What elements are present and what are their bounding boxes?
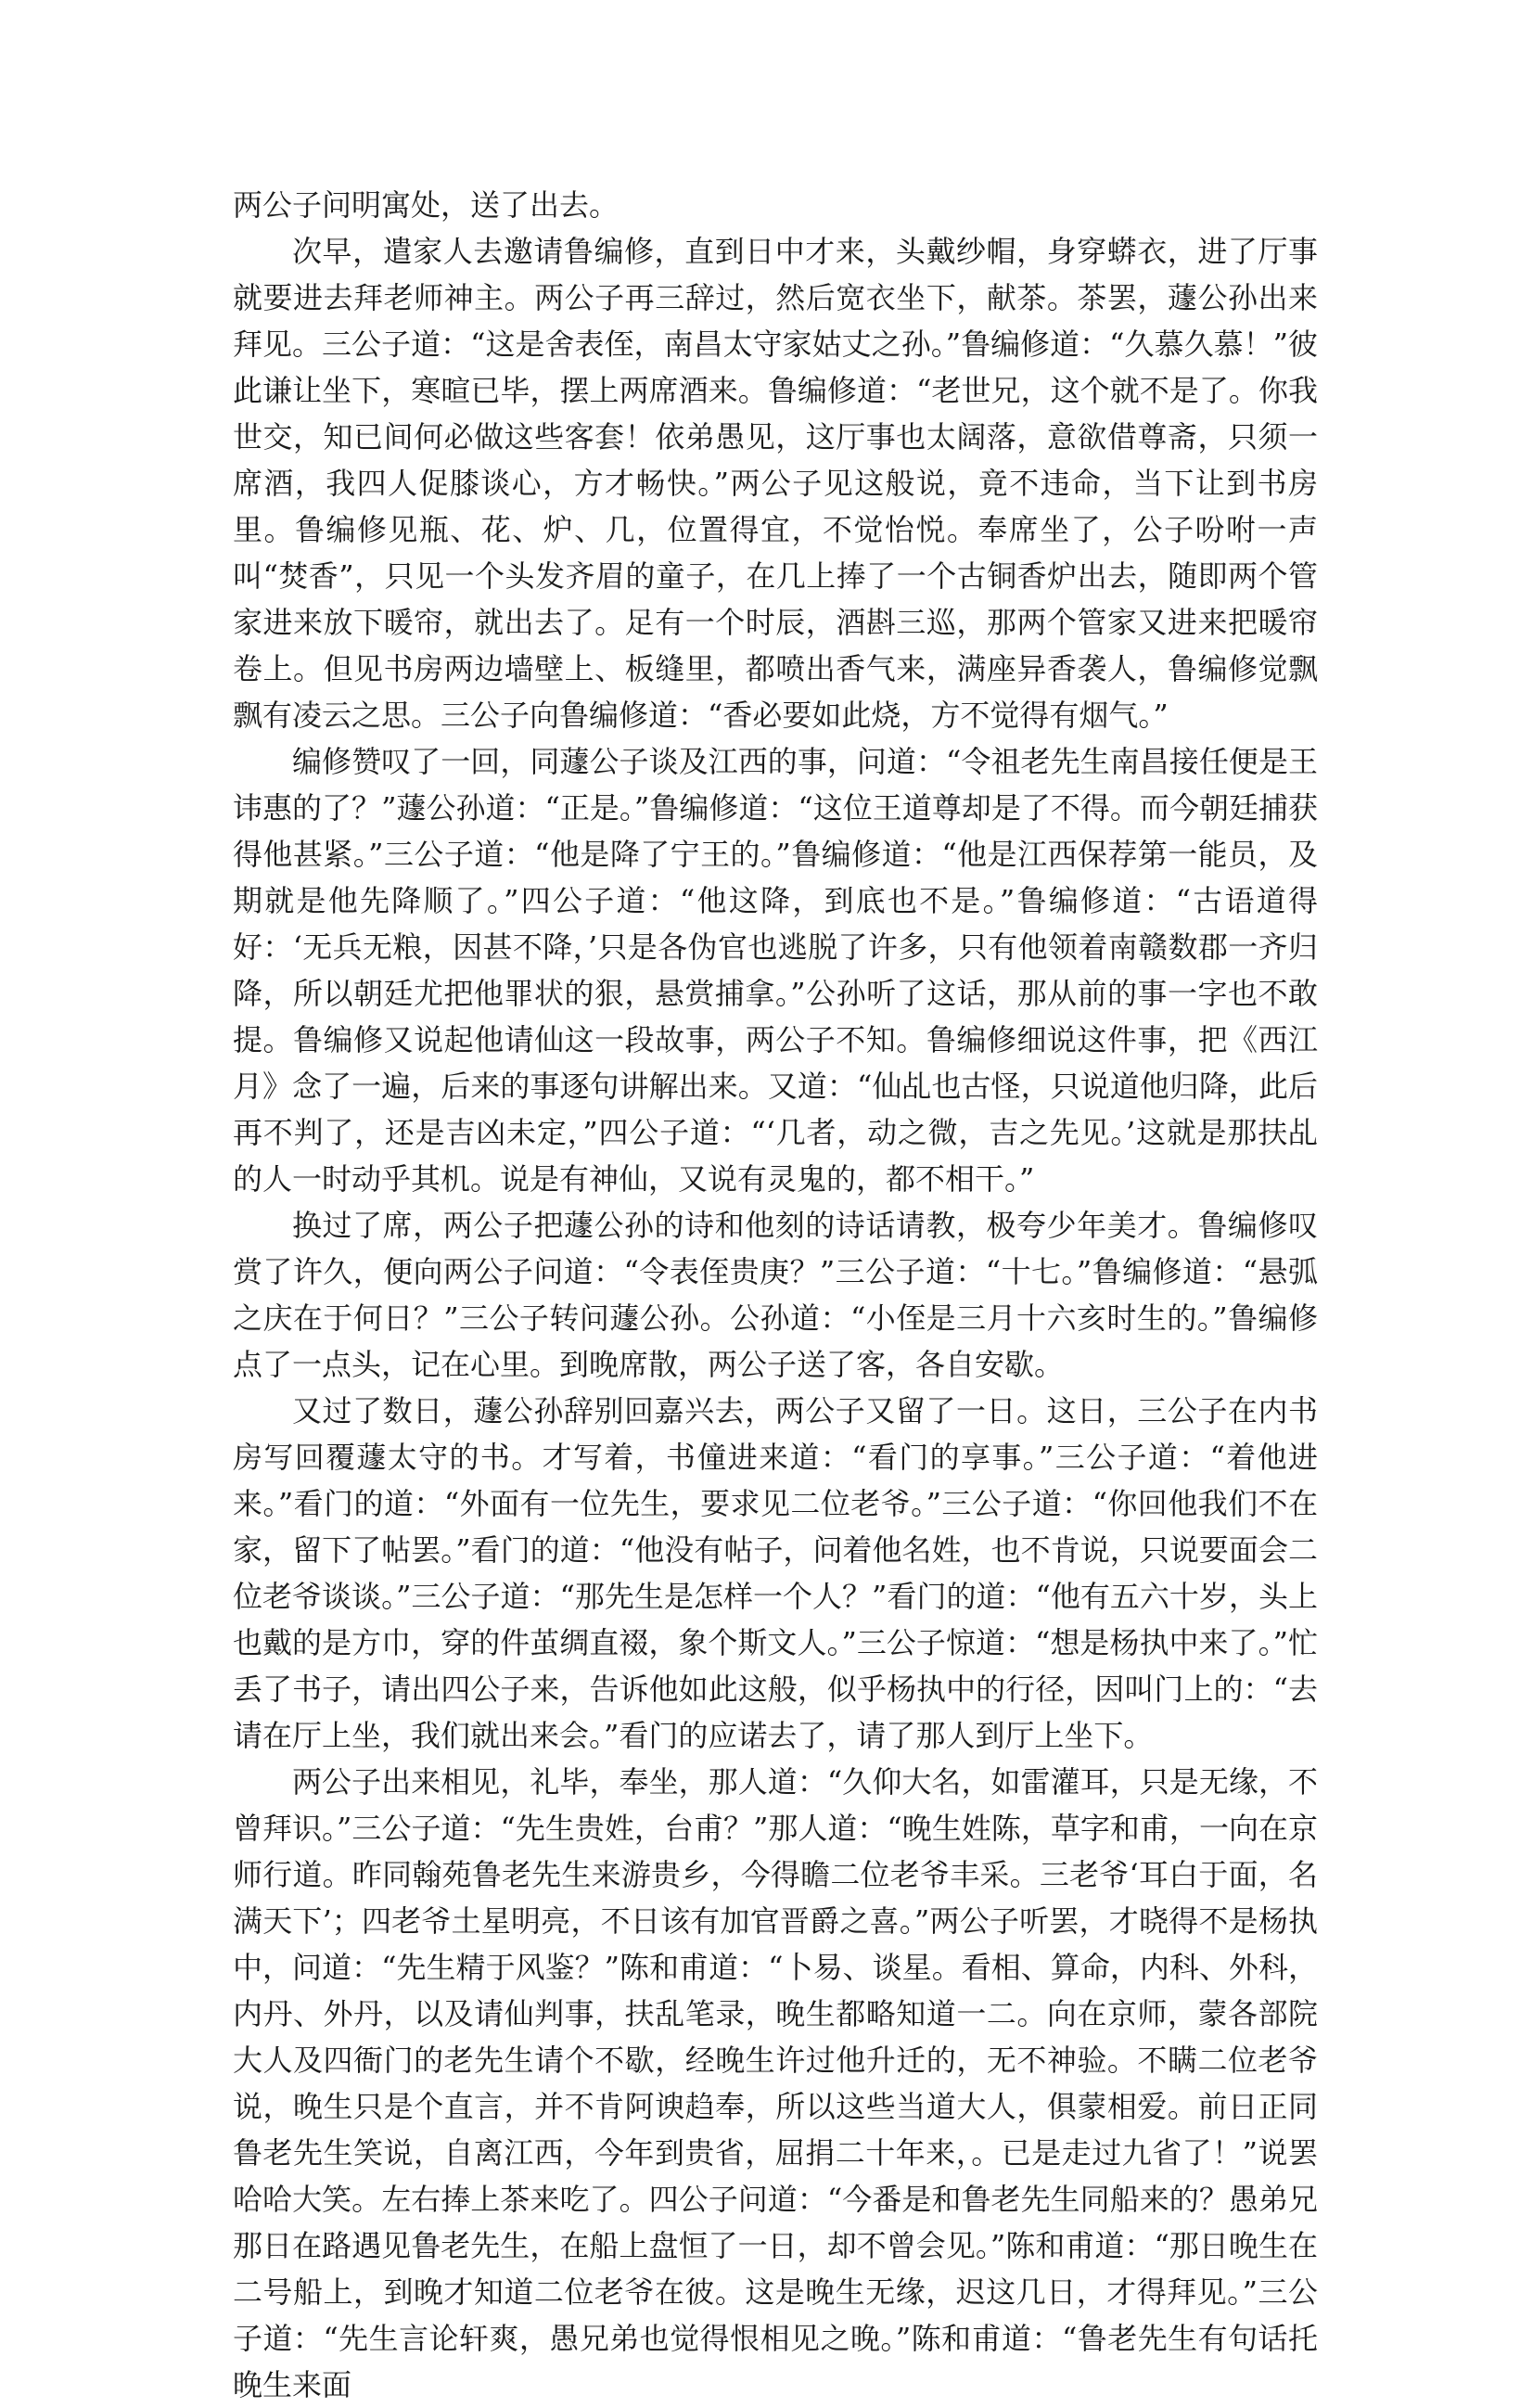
paragraph-1: 两公子问明寓处，送了出去。	[233, 187, 620, 223]
paragraph-4: 换过了席，两公子把蘧公孙的诗和他刻的诗话请教，极夸少年美才。鲁编修叹赏了许久，便向两公子问道：“令表侄贵庚？”三公子道：“十七。”鲁编修道：“悬弧之庆在于何日？”三公子转问蘧公孙。公孙道：“小侄是三月十六亥时生的。”鲁编修点了一点头，记在心里。到晚席散，两公子送了客，各自安歇。	[233, 1208, 1318, 1382]
paragraph-5: 又过了数日，蘧公孙辞别回嘉兴去，两公子又留了一日。这日，三公子在内书房写回覆蘧太守的书。才写着，书僮进来道：“看门的享事。”三公子道：“着他进来。”看门的道：“外面有一位先生，要求见二位老爷。”三公子道：“你回他我们不在家，留下了帖罢。”看门的道：“他没有帖子，问着他名姓，也不肯说，只说要面会二位老爷谈谈。”三公子道：“那先生是怎样一个人？”看门的道：“他有五六十岁，头上也戴的是方巾，穿的件茧绸直裰，象个斯文人。”三公子惊道：“想是杨执中来了。”忙丢了书子，请出四公子来，告诉他如此这般，似乎杨执中的行径，因叫门上的：“去请在厅上坐，我们就出来会。”看门的应诺去了，请了那人到厅上坐下。	[233, 1393, 1318, 1753]
paragraph-3: 编修赞叹了一回，同蘧公子谈及江西的事，问道：“令祖老先生南昌接任便是王讳惠的了？”蘧公孙道：“正是。”鲁编修道：“这位王道尊却是了不得。而今朝廷捕获得他甚紧。”三公子道：“他是降了宁王的。”鲁编修道：“他是江西保荐第一能员，及期就是他先降顺了。”四公子道：“他这降，到底也不是。”鲁编修道：“古语道得好：‘无兵无粮，因甚不降，’只是各伪官也逃脱了许多，只有他领着南赣数郡一齐归降，所以朝廷尤把他罪状的狠，悬赏捕拿。”公孙听了这话，那从前的事一字也不敢提。鲁编修又说起他请仙这一段故事，两公子不知。鲁编修细说这件事，把《西江月》念了一遍，后来的事逐句讲解出来。又道：“仙乩也古怪，只说道他归降，此后再不判了，还是吉凶未定，”四公子道：“‘几者，动之微，吉之先见。’这就是那扶乩的人一时动乎其机。说是有神仙，又说有灵鬼的，都不相干。”	[233, 744, 1318, 1197]
paragraph-6: 两公子出来相见，礼毕，奉坐，那人道：“久仰大名，如雷灌耳，只是无缘，不曾拜识。”三公子道：“先生贵姓，台甫？”那人道：“晚生姓陈，草字和甫，一向在京师行道。昨同翰苑鲁老先生来游贵乡，今得瞻二位老爷丰采。三老爷‘耳白于面，名满天下’；四老爷土星明亮，不日该有加官晋爵之喜。”两公子听罢，才晓得不是杨执中，问道：“先生精于风鉴？”陈和甫道：“卜易、谈星。看相、算命，内科、外科，内丹、外丹，以及请仙判事，扶乱笔录，晚生都略知道一二。向在京师，蒙各部院大人及四衙门的老先生请个不歇，经晚生许过他升迁的，无不神验。不瞒二位老爷说，晚生只是个直言，并不肯阿谀趋奉，所以这些当道大人，俱蒙相爱。前日正同鲁老先生笑说，自离江西，今年到贵省，屈捐二十年来，。已是走过九省了！”说罢哈哈大笑。左右捧上茶来吃了。四公子问道：“今番是和鲁老先生同船来的？愚弟兄那日在路遇见鲁老先生，在船上盘恒了一日，却不曾会见。”陈和甫道：“那日晚生在二号船上，到晚才知道二位老爷在彼。这是晚生无缘，迟这几日，才得拜见。”三公子道：“先生言论轩爽，愚兄弟也觉得恨相见之晚。”陈和甫道：“鲁老先生有句话托晚生来面	[233, 1764, 1318, 2402]
paragraph-2: 次早，遣家人去邀请鲁编修，直到日中才来，头戴纱帽，身穿蟒衣，进了厅事就要进去拜老师神主。两公子再三辞过，然后宽衣坐下，献茶。茶罢，蘧公孙出来拜见。三公子道：“这是舍表侄，南昌太守家姑丈之孙。”鲁编修道：“久慕久慕！”彼此谦让坐下，寒暄已毕，摆上两席酒来。鲁编修道：“老世兄，这个就不是了。你我世交，知已间何必做这些客套！依弟愚见，这厅事也太阔落，意欲借尊斋，只须一席酒，我四人促膝谈心，方才畅快。”两公子见这般说，竟不违命，当下让到书房里。鲁编修见瓶、花、炉、几，位置得宜，不觉怡悦。奉席坐了，公子吩咐一声叫“焚香”，只见一个头发齐眉的童子，在几上捧了一个古铜香炉出去，随即两个管家进来放下暖帘，就出去了。足有一个时辰，酒斟三巡，那两个管家又进来把暖帘卷上。但见书房两边墙壁上、板缝里，都喷出香气来，满座异香袭人，鲁编修觉飘飘有凌云之思。三公子向鲁编修道：“香必要如此烧，方不觉得有烟气。”	[233, 234, 1318, 733]
document-page	[233, 182, 1318, 2408]
